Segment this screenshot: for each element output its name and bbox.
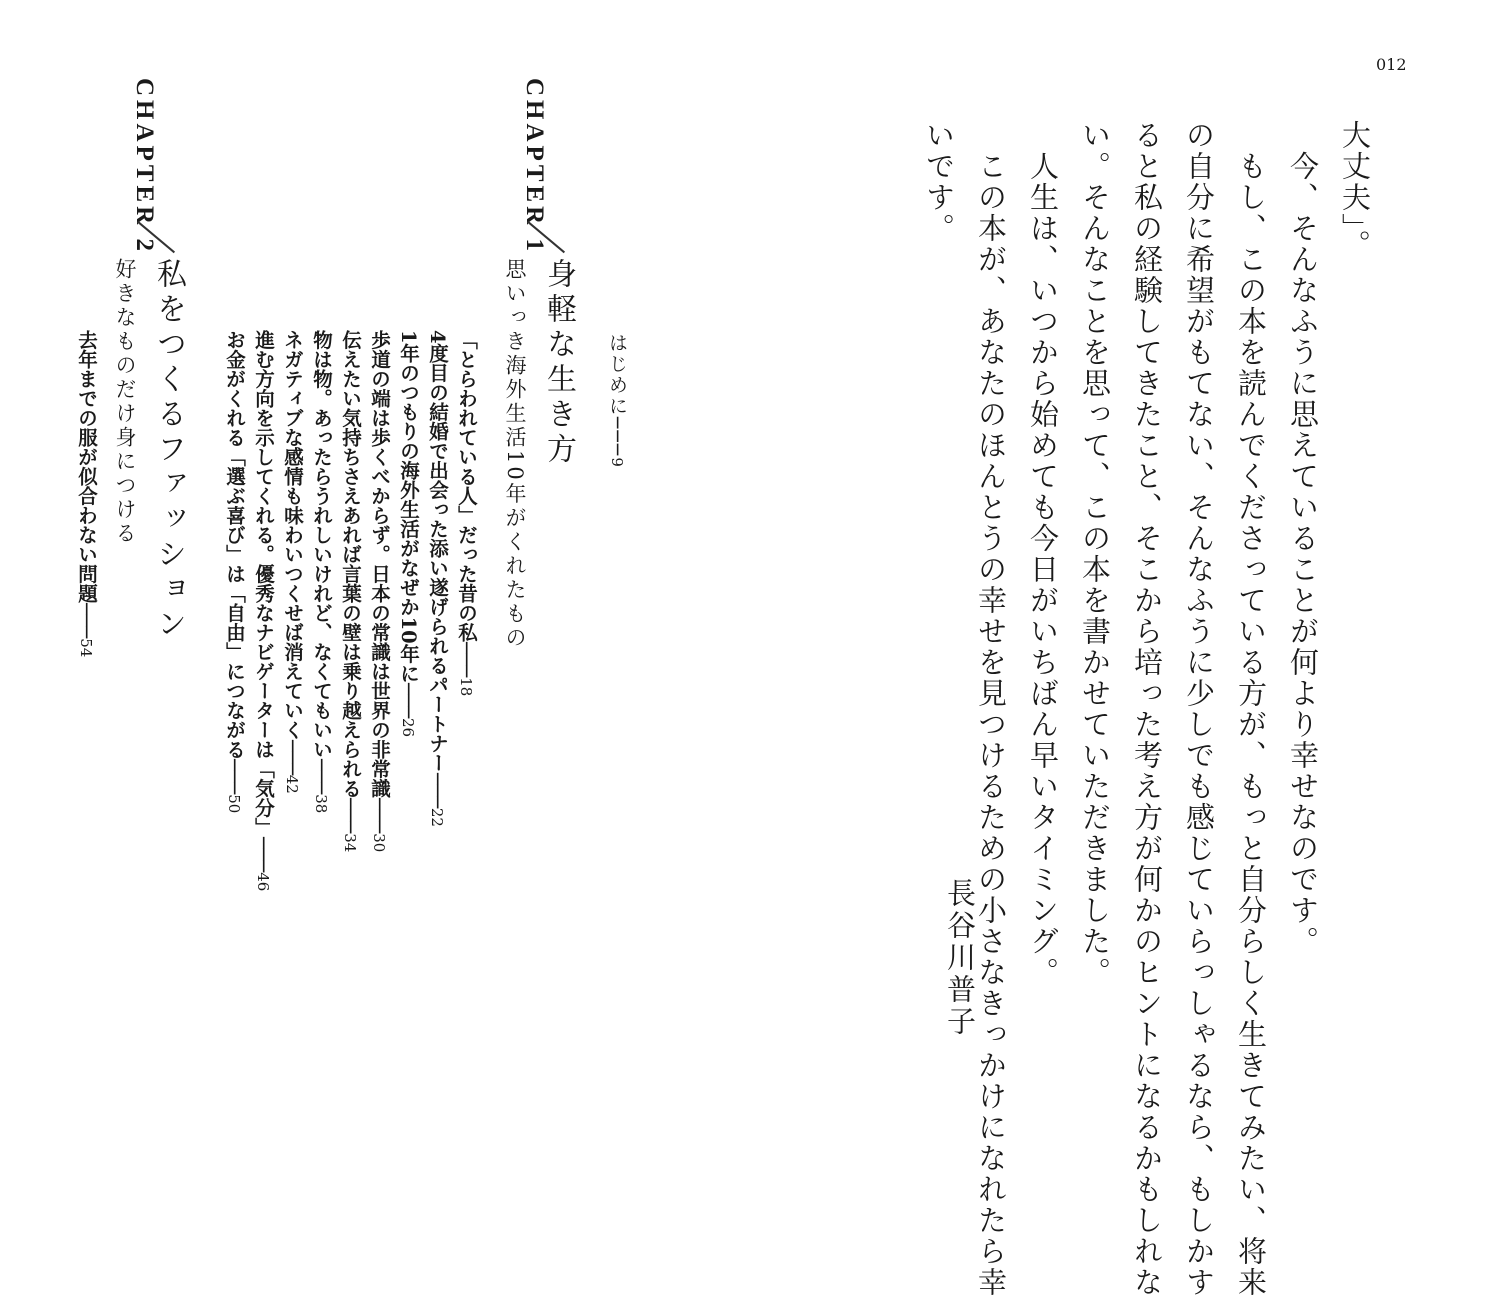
toc-item: 去年までの服が似合わない問題───54 (75, 330, 98, 658)
toc-intro-label: はじめに (606, 333, 628, 417)
toc-intro (604, 333, 631, 467)
toc-item: 歩道の端は歩くべからず。日本の常識は世界の非常識───30 (368, 330, 391, 853)
toc-leader: ─── (606, 417, 628, 458)
body-line-2: 今、そんなふうに思えていることが何より幸せなのです。 (1286, 120, 1320, 957)
toc-item: お金がくれる「選ぶ喜び」は「自由」につながる───50 (223, 330, 246, 814)
page-number: 012 (1376, 55, 1407, 74)
toc-item: 進む方向を示してくれる。優秀なナビゲーターは「気分」───46 (252, 330, 275, 892)
body-line-6: い。そんなことを思って、この本を書かせていただきました。 (1078, 120, 1112, 988)
chapter-1-subtitle: 思いっき海外生活10年がくれたもの (503, 258, 527, 651)
chapter-1-title: 身軽な生き方 (541, 258, 576, 468)
body-line-8: この本が、あなたのほんとうの幸せを見つけるための小さなきっかけになれたら幸 (974, 120, 1008, 1298)
body-line-3: もし、この本を読んでくださっている方が、もっと自分らしく生きてみたい、将来 (1234, 120, 1268, 1298)
toc-item: 物は物。あったらうれしいけれど、なくてもいい───38 (310, 330, 333, 814)
body-line-5: ると私の経験してきたこと、そこから培った考え方が何かのヒントになるかもしれな (1130, 120, 1164, 1298)
body-line-1: 大丈夫」。 (1338, 120, 1372, 261)
toc-item: ネガティブな感情も味わいつくせば消えていく───42 (281, 330, 304, 794)
author-signature: 長谷川普子 (943, 878, 977, 1038)
body-line-9: いです。 (922, 120, 956, 244)
chapter-2-label: CHAPTER 2 (131, 78, 158, 255)
body-line-7: 人生は、いつから始めても今日がいちばん早いタイミング。 (1026, 120, 1060, 988)
toc-item: 伝えたい気持ちさえあれば言葉の壁は乗り越えられる───34 (339, 330, 362, 853)
chapter-1-label: CHAPTER 1 (521, 78, 548, 255)
toc-item: 「とらわれている人」だった昔の私───18 (455, 330, 478, 697)
toc-item: 1年のつもりの海外生活がなぜか10年に───26 (397, 330, 420, 738)
body-line-4: の自分に希望がもてない、そんなふうに少しでも感じていらっしゃるなら、もしかす (1182, 120, 1216, 1298)
toc-intro-page: 9 (608, 457, 626, 467)
toc-item: 4度目の結婚で出会った添い遂げられるパートナー───22 (426, 330, 449, 827)
chapter-2-title: 私をつくるファッション (151, 258, 186, 643)
chapter-2-subtitle: 好きなものだけ身につける (113, 258, 137, 546)
